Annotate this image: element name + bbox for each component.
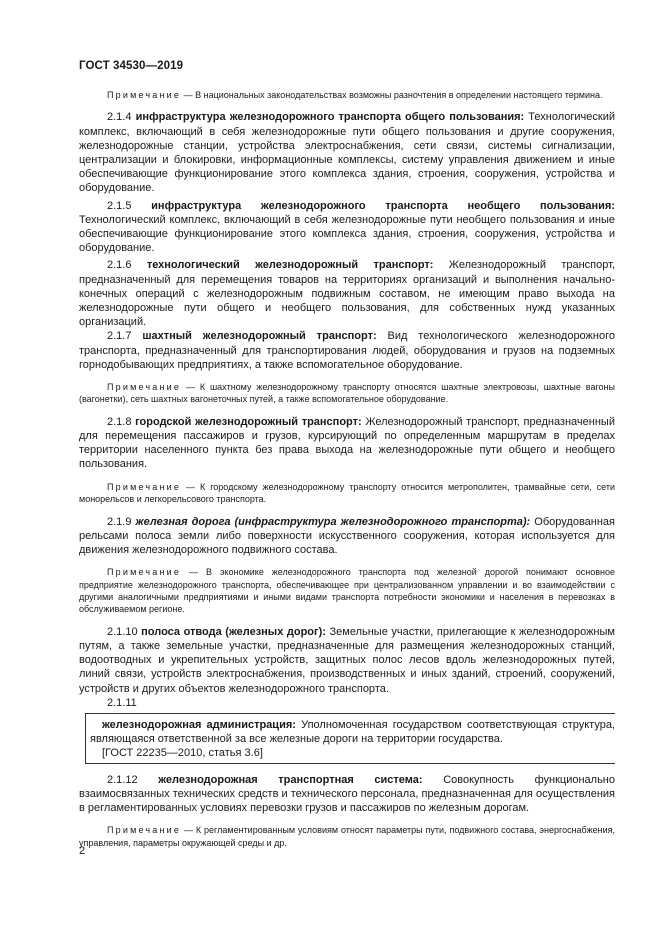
clause-2-1-7	[79, 329, 615, 372]
clause-2-1-12	[79, 773, 615, 816]
clause-definition: Уполномоченная государством соответствующая структура, являющаяся ответственной за все железные дороги на территории государства.	[90, 718, 615, 746]
note-5	[79, 824, 615, 849]
clause-definition: Технологический комплекс, включающий в себя железнодорожные пути необщего пользования и иные обеспечивающие функционирование этого комплекса здания, строения, сооружения, устройства и оборудование.	[79, 213, 615, 255]
clause-term: железнодорожная транспортная система:	[158, 773, 423, 786]
note-1	[79, 89, 615, 101]
note-label: Примечание	[107, 382, 182, 393]
clause-term: шахтный железнодорожный транспорт:	[142, 330, 377, 343]
clause-term: инфраструктура железнодорожного транспорта необщего пользования:	[151, 199, 615, 212]
quoted-definition-box	[85, 713, 615, 764]
clause-2-1-5	[79, 199, 615, 256]
clause-term: инфраструктура железнодорожного транспорта общего пользования:	[135, 111, 525, 124]
note-label: Примечание	[107, 825, 182, 836]
note-text: — К регламентированным условиям относят параметры пути, подвижного состава, энергоснабжения, управления, параметры окружающей среды и др.	[79, 825, 615, 848]
clause-2-1-11-number: 2.1.11	[107, 696, 137, 709]
document-header: ГОСТ 34530—2019	[79, 60, 184, 72]
clause-definition: Технологический комплекс, включающий в себя железнодорожные пути общего пользования и другие сооружения, железнодорожные станции, устройства электроснабжения, сети связи, системы сигнализации, централизации и блокировки, информационные комплексы, систему управления движением и иные обеспечивающие функционирование этого комплекса здания, строения, сооружения, устройства и оборудование.	[79, 111, 615, 195]
clause-term: полоса отвода (железных дорог):	[141, 625, 326, 638]
clause-definition: Железнодорожный транспорт, предназначенный для перемещения пассажиров и грузов, курсирующий по определенным маршрутам в пределах территории населенного пункта без права выхода на железнодорожные пути общего и необщего пользования.	[79, 415, 615, 471]
note-3	[79, 481, 615, 506]
note-2	[79, 381, 615, 406]
note-label: Примечание	[107, 567, 182, 578]
clause-2-1-8	[79, 415, 615, 472]
clause-2-1-10	[79, 625, 615, 696]
clause-definition: Вид технологического железнодорожного транспорта, предназначенный для транспортирования людей, оборудования и грузов на подземных горнодобывающих предприятиях, а также вспомогательное оборудование.	[79, 330, 615, 371]
clause-definition: Оборудованная рельсами полоса земли либо поверхности искусственного сооружения, которая используется для движения железнодорожного подвижного состава.	[79, 515, 616, 556]
clause-term: технологический железнодорожный транспорт:	[146, 259, 434, 272]
clause-number: 2.1.9	[107, 515, 136, 528]
page-number: 2	[79, 845, 86, 857]
note-label: Примечание	[107, 481, 182, 492]
clause-number: 2.1.10	[107, 625, 142, 638]
clause-term: городской железнодорожный транспорт:	[135, 415, 362, 428]
note-4	[79, 566, 615, 616]
clause-number: 2.1.7	[107, 330, 143, 343]
clause-number: 2.1.8	[107, 415, 136, 428]
clause-2-1-6	[79, 258, 615, 329]
clause-definition: Земельные участки, прилегающие к железнодорожным путям, а также земельные участки, предназначенные для размещения железнодорожных станций, водоотводных и укрепительных устройств, защитных полос лесов вдоль железнодорожных путей, линий связи, устройств электроснабжения, производственных и иных зданий, строений, сооружений, устройств и других объектов железнодорожного транспорта.	[79, 625, 615, 695]
clause-definition: Железнодорожный транспорт, предназначенный для перемещения товаров на территориях организаций и выполнения начально-конечных операций с железнодорожным подвижным составом, не имеющим право выхода на железнодорожные пути общего и необщего пользования, для собственных нужд указанных организаций.	[79, 259, 615, 329]
document-body	[79, 89, 615, 849]
note-text: — К городскому железнодорожному транспорту относится метрополитен, трамвайные сети, сети монорельсов и легкорельсового транспорта.	[79, 481, 615, 505]
clause-definition: Совокупность функционально взаимосвязанных технических средств и технического персонала, предназначенная для осуществления в регламентированных условиях перевозки грузов и пассажиров по железным дорогам.	[79, 773, 615, 814]
note-label: Примечание	[107, 90, 182, 100]
clause-term: железная дорога (инфраструктура железнодорожного транспорта):	[135, 515, 531, 528]
clause-number: 2.1.6	[107, 259, 147, 272]
clause-number: 2.1.12	[107, 773, 159, 786]
clause-term: железнодорожная администрация:	[102, 718, 296, 731]
clause-2-1-4	[79, 110, 615, 195]
clause-2-1-11	[90, 718, 615, 746]
source-reference: [ГОСТ 22235—2010, статья 3.6]	[102, 747, 263, 760]
clause-number: 2.1.4	[107, 111, 136, 124]
note-text: — В национальных законодательствах возможны разночтения в определении настоящего термина.	[181, 90, 603, 100]
note-text: — В экономике железнодорожного транспорта под железной дорогой понимают основное предприятие железнодорожного транспорта, обеспечивающее при централизованном управлении и во взаимодействии с другими аналогичными предприятиями и иными видами транспорта потребности экономики и населения в перевозках в обслуживаемом регионе.	[79, 567, 615, 615]
clause-2-1-9	[79, 515, 615, 558]
clause-number: 2.1.5	[107, 199, 152, 212]
note-text: — К шахтному железнодорожному транспорту относятся шахтные электровозы, шахтные вагоны (вагонетки), сеть шахтных вагонеточных путей, а также вспомогательное оборудование.	[79, 382, 615, 405]
